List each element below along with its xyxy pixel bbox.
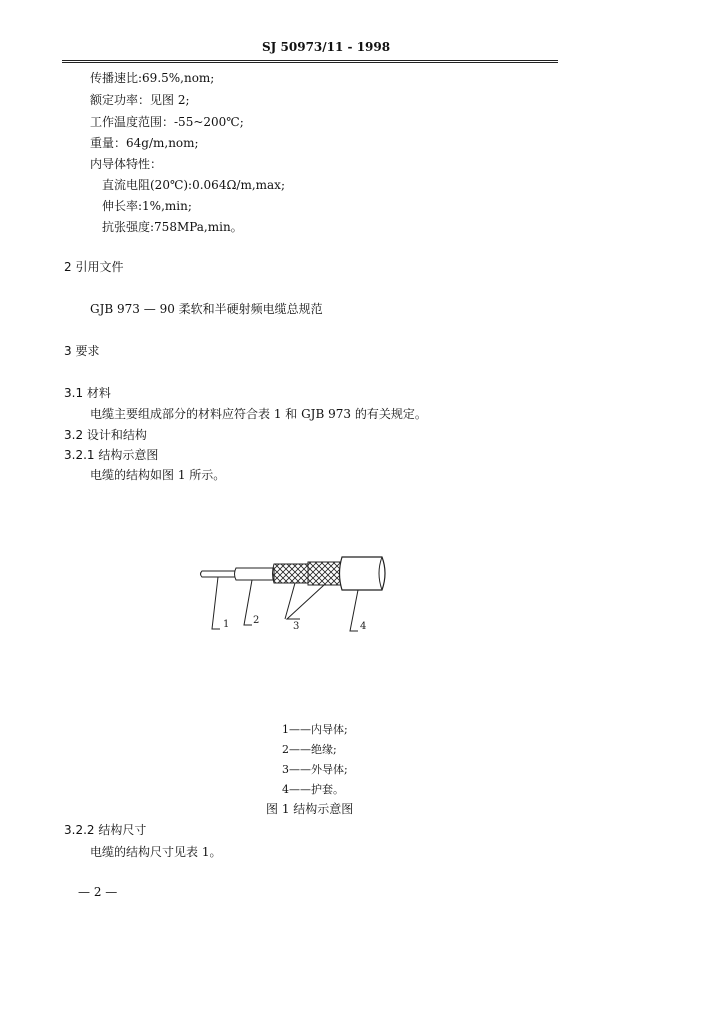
spec-temperature-range: 工作温度范围：-55~200℃; [90, 115, 244, 129]
section-3-2-1-heading: 3.2.1 结构示意图 [64, 448, 159, 462]
legend-item-2: 2——绝缘; [282, 743, 337, 756]
spec-rated-power: 额定功率：见图 2; [90, 93, 190, 107]
spec-propagation-ratio: 传播速比:69.5%,nom; [90, 71, 215, 85]
jacket [340, 557, 386, 590]
callout-4: 4 [360, 621, 367, 632]
page-number: — 2 — [78, 885, 118, 899]
inner-spec-resistance: 直流电阻(20℃):0.064Ω/m,max; [102, 178, 285, 192]
section-3-2-1-text: 电缆的结构如图 1 所示。 [90, 468, 226, 482]
inner-conductor [201, 571, 237, 577]
legend-item-3: 3——外导体; [282, 763, 348, 776]
reference-document: GJB 973 — 90 柔软和半硬射频电缆总规范 [90, 302, 323, 316]
standard-number: SJ 50973/11 - 1998 [262, 40, 391, 54]
inner-spec-elongation: 伸长率:1%,min; [102, 199, 192, 213]
section-3-1-heading: 3.1 材料 [64, 386, 111, 400]
section-3-1-text: 电缆主要组成部分的材料应符合表 1 和 GJB 973 的有关规定。 [90, 407, 427, 421]
callout-2: 2 [253, 615, 260, 626]
section-3-2-2-text: 电缆的结构尺寸见表 1。 [90, 845, 222, 859]
section-3-2-2-heading: 3.2.2 结构尺寸 [64, 823, 147, 837]
callout-3: 3 [293, 621, 300, 632]
legend-item-1: 1——内导体; [282, 723, 348, 736]
cable-structure-diagram [190, 545, 400, 640]
section-2-heading: 2 引用文件 [64, 260, 124, 274]
outer-conductor-braid [273, 562, 343, 585]
inner-spec-tensile-strength: 抗张强度:758MPa,min。 [102, 220, 243, 234]
header-rule [62, 60, 558, 61]
spec-inner-conductor: 内导体特性： [90, 157, 163, 171]
callout-1: 1 [223, 619, 230, 630]
legend-item-4: 4——护套。 [282, 783, 344, 796]
insulation [235, 568, 275, 580]
spec-weight: 重量：64g/m,nom; [90, 136, 199, 150]
section-3-heading: 3 要求 [64, 344, 100, 358]
header-rule-2 [62, 62, 558, 63]
section-3-2-heading: 3.2 设计和结构 [64, 428, 147, 442]
figure-caption: 图 1 结构示意图 [266, 802, 354, 816]
